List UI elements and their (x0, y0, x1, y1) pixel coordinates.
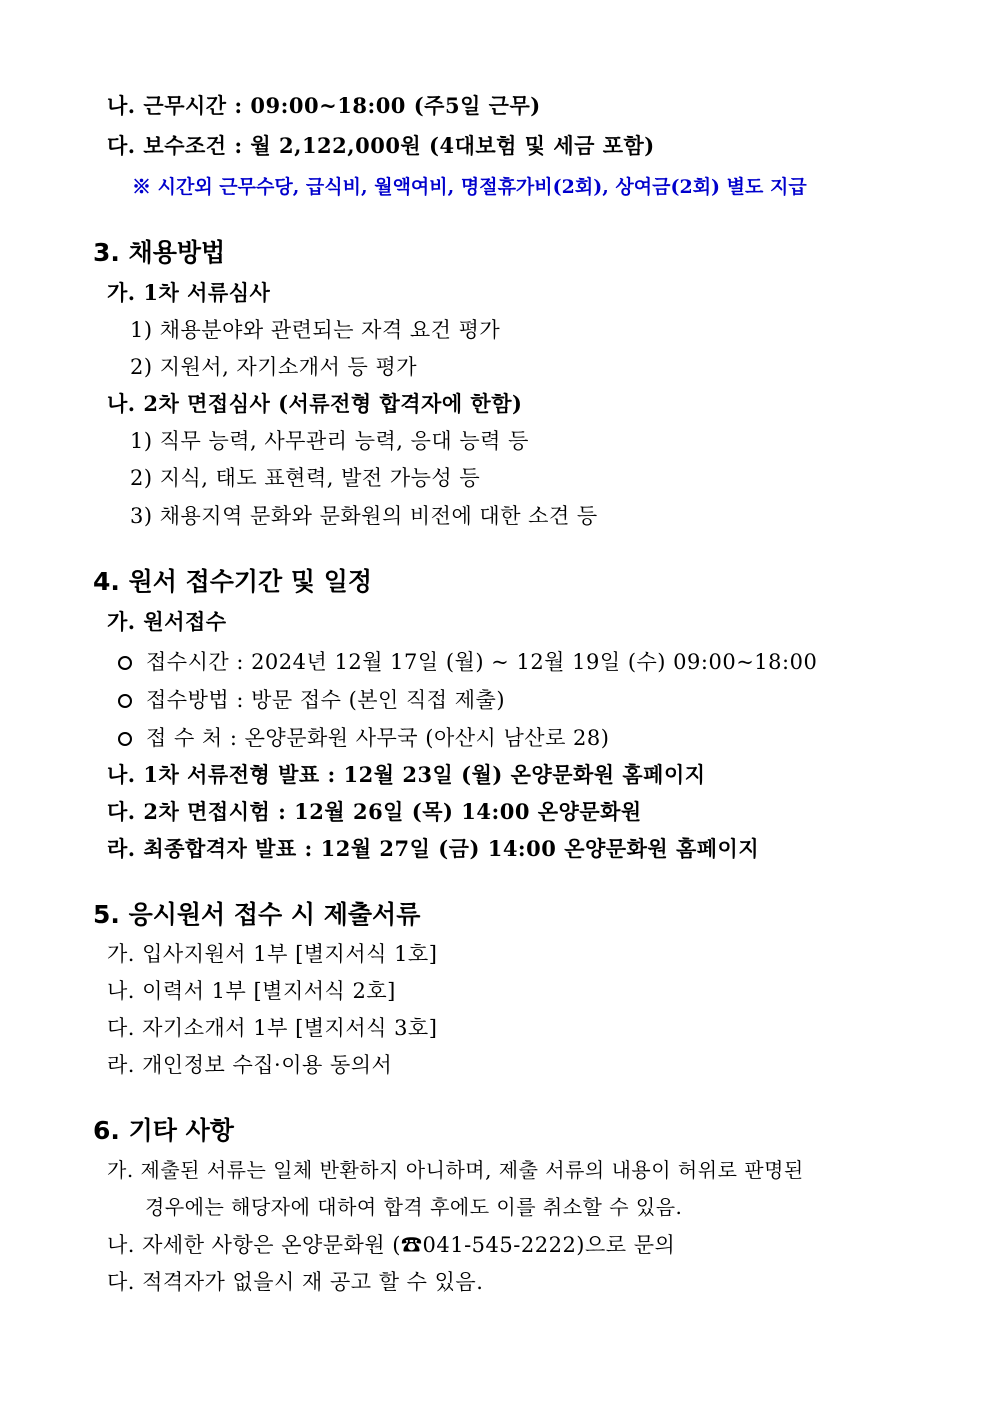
document-item: 다. 자기소개서 1부 [별지서식 3호] (107, 1016, 438, 1040)
first-result-announcement: 나. 1차 서류전형 발표 : 12월 23일 (월) 온양문화원 홈페이지 (107, 762, 706, 787)
section-3-b-item: 2) 지식, 태도 표현력, 발전 가능성 등 (130, 466, 481, 490)
section-5-title: 5. 응시원서 접수 시 제출서류 (93, 900, 421, 929)
other-item-a-line2: 경우에는 해당자에 대하여 합격 후에도 이를 취소할 수 있음. (145, 1195, 683, 1219)
section-3-a-item: 1) 채용분야와 관련되는 자격 요건 평가 (130, 318, 501, 342)
section-4-a-item (118, 647, 817, 677)
other-item-a-line1: 가. 제출된 서류는 일체 반환하지 아니하며, 제출 서류의 내용이 허위로 판명된 (107, 1158, 804, 1182)
final-announcement: 라. 최종합격자 발표 : 12월 27일 (금) 14:00 온양문화원 홈페이지 (107, 836, 760, 861)
section-6-title: 6. 기타 사항 (93, 1116, 234, 1145)
section-3-title: 3. 채용방법 (93, 238, 226, 267)
interview-schedule: 다. 2차 면접시험 : 12월 26일 (목) 14:00 온양문화원 (107, 799, 642, 824)
document-item: 나. 이력서 1부 [별지서식 2호] (107, 979, 396, 1003)
section-3-b-title: 나. 2차 면접심사 (서류전형 합격자에 한함) (107, 391, 523, 416)
section-4-title: 4. 원서 접수기간 및 일정 (93, 567, 373, 596)
section-3-b-item: 3) 채용지역 문화와 문화원의 비전에 대한 소견 등 (130, 504, 598, 528)
section-3-a-title: 가. 1차 서류심사 (107, 280, 271, 305)
document-item: 라. 개인정보 수집·이용 동의서 (107, 1053, 393, 1077)
work-hours: 나. 근무시간 : 09:00~18:00 (주5일 근무) (107, 93, 541, 118)
pay-note: ※ 시간외 근무수당, 급식비, 월액여비, 명절휴가비(2회), 상여금(2회) 별도 지급 (132, 176, 807, 198)
receipt-time: 접수시간 : 2024년 12월 17일 (월) ~ 12월 19일 (수) 09:00~18:00 (146, 650, 818, 674)
circle-bullet-icon (118, 732, 132, 746)
section-4-a-item (118, 723, 609, 753)
section-3-a-item: 2) 지원서, 자기소개서 등 평가 (130, 355, 418, 379)
document-item: 가. 입사지원서 1부 [별지서식 1호] (107, 942, 438, 966)
other-item-c: 다. 적격자가 없을시 재 공고 할 수 있음. (107, 1270, 484, 1294)
circle-bullet-icon (118, 656, 132, 670)
other-item-b: 나. 자세한 사항은 온양문화원 (☎041-545-2222)으로 문의 (107, 1233, 676, 1257)
circle-bullet-icon (118, 694, 132, 708)
receipt-place: 접 수 처 : 온양문화원 사무국 (아산시 남산로 28) (146, 726, 610, 750)
section-4-a-title: 가. 원서접수 (107, 609, 227, 634)
pay-conditions: 다. 보수조건 : 월 2,122,000원 (4대보험 및 세금 포함) (107, 133, 655, 158)
section-4-a-item (118, 685, 505, 715)
section-3-b-item: 1) 직무 능력, 사무관리 능력, 응대 능력 등 (130, 429, 529, 453)
receipt-method: 접수방법 : 방문 접수 (본인 직접 제출) (146, 688, 506, 712)
